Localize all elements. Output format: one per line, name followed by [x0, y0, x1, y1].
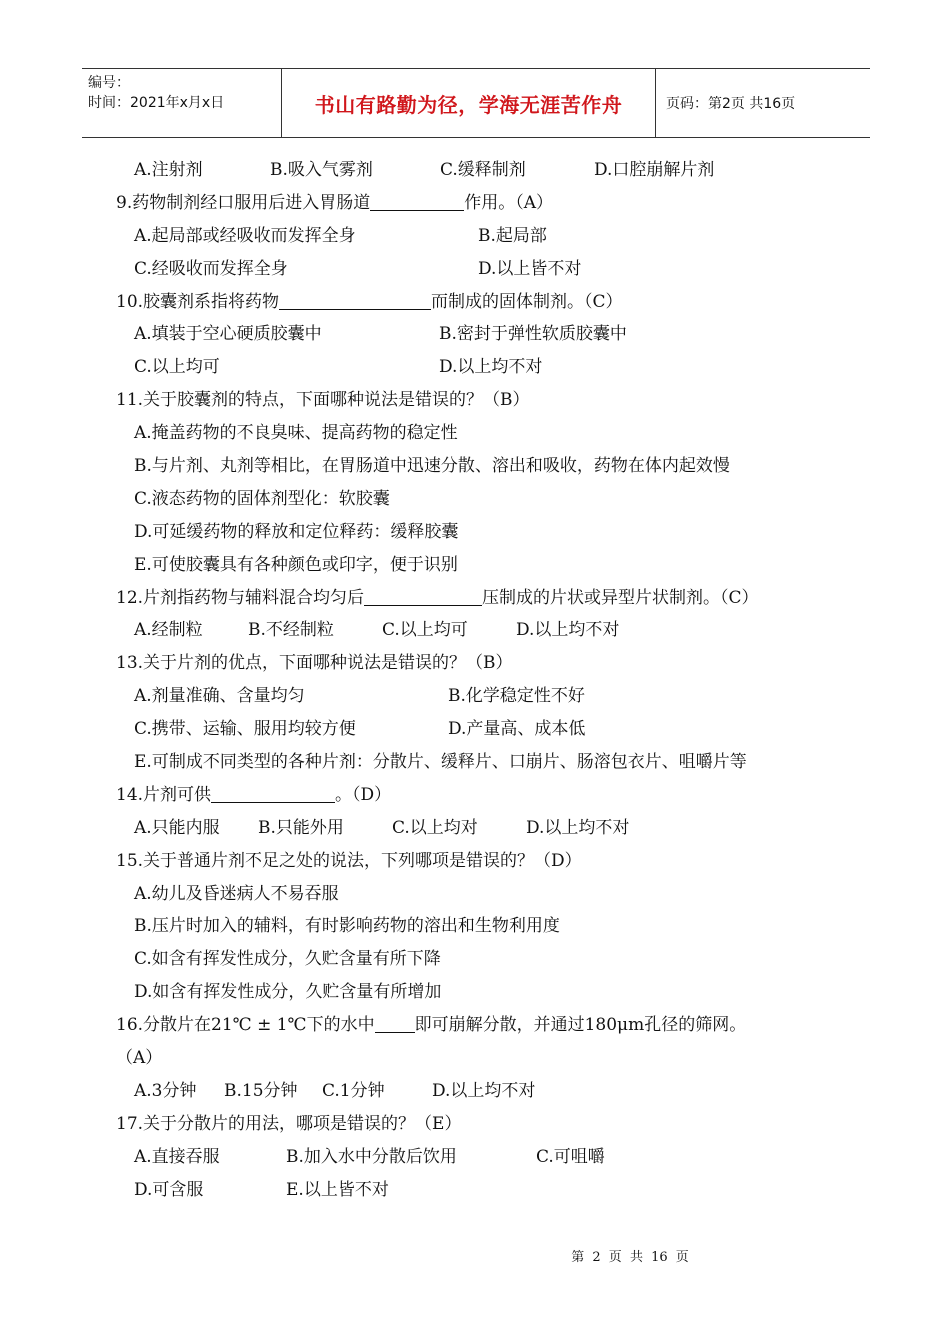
option-line: [116, 976, 836, 1009]
line-text: B.起局部: [478, 225, 547, 246]
page-footer: [0, 1246, 950, 1265]
option-line: [116, 878, 836, 911]
line-text: D.可延缓药物的释放和定位释药：缓释胶囊: [134, 521, 459, 542]
header-meta: [82, 69, 282, 137]
header-page-code: 页码：第2页 共16页: [666, 96, 796, 112]
option-line: [116, 549, 836, 582]
option-line: [116, 351, 836, 384]
option-line: [116, 943, 836, 976]
line-text: E.可制成不同类型的各种片剂：分散片、缓释片、口崩片、肠溶包衣片、咀嚼片等: [134, 752, 747, 773]
option-line: [116, 746, 836, 779]
line-text: A.掩盖药物的不良臭味、提高药物的稳定性: [134, 423, 458, 444]
line-text: C.如含有挥发性成分，久贮含量有所下降: [134, 949, 441, 970]
option-line: [116, 253, 836, 286]
option-line: [116, 483, 836, 516]
question-line: [116, 779, 836, 812]
line-text: B.只能外用: [258, 817, 344, 838]
line-text: D.以上皆不对: [478, 258, 582, 279]
line-text: D.产量高、成本低: [448, 719, 586, 740]
fill-in-blank: [375, 1012, 415, 1033]
line-text: C.以上均可: [382, 620, 468, 641]
line-text: B.不经制粒: [248, 620, 334, 641]
line-text: E.以上皆不对: [286, 1179, 389, 1200]
line-text: （A）: [116, 1048, 163, 1069]
option-line: [116, 910, 836, 943]
fill-in-blank: [370, 190, 464, 211]
line-text: A.幼儿及昏迷病人不易吞服: [134, 883, 339, 904]
option-line: [116, 516, 836, 549]
line-text: 9.药物制剂经口服用后进入胃肠道: [116, 192, 371, 213]
line-text: 13.关于片剂的优点，下面哪种说法是错误的？（B）: [116, 653, 513, 674]
page-header: [82, 68, 870, 138]
line-text: B.加入水中分散后饮用: [286, 1146, 457, 1167]
document-number-label: 编号：: [88, 75, 130, 91]
question-list: [116, 154, 836, 1207]
question-line: [116, 647, 836, 680]
question-line: [116, 187, 836, 220]
line-text: 14.片剂可供: [116, 784, 212, 805]
line-text: C.以上均对: [392, 817, 478, 838]
option-line: [116, 680, 836, 713]
line-text: C.以上均可: [134, 357, 220, 378]
line-text: C.经吸收而发挥全身: [134, 258, 288, 279]
line-text: 压制成的片状或异型片状制剂。（C）: [482, 587, 759, 608]
line-text: D.以上均不对: [432, 1080, 536, 1101]
option-line: [116, 318, 836, 351]
option-line: [116, 1174, 836, 1207]
option-line: [116, 154, 836, 187]
line-text: 12.片剂指药物与辅料混合均匀后: [116, 587, 365, 608]
option-line: [116, 614, 836, 647]
line-text: 16.分散片在21℃ ± 1℃下的水中: [116, 1015, 375, 1036]
option-line: [116, 1075, 836, 1108]
line-text: 10.胶囊剂系指将药物: [116, 291, 280, 312]
header-motto: 书山有路勤为径，学海无涯苦作舟: [282, 69, 656, 137]
option-line: [116, 417, 836, 450]
option-line: [116, 812, 836, 845]
line-text: B.与片剂、丸剂等相比，在胃肠道中迅速分散、溶出和吸收，药物在体内起效慢: [134, 456, 730, 477]
question-line: [116, 286, 836, 319]
question-line: [116, 1108, 836, 1141]
line-text: 15.关于普通片剂不足之处的说法，下列哪项是错误的？（D）: [116, 850, 582, 871]
question-line: [116, 845, 836, 878]
line-text: A.经制粒: [134, 620, 203, 641]
line-text: D.以上均不对: [439, 357, 543, 378]
line-text: C.1分钟: [322, 1080, 385, 1101]
line-text: D.口腔崩解片剂: [594, 160, 715, 180]
line-text: A.只能内服: [134, 817, 220, 838]
line-text: 11.关于胶囊剂的特点，下面哪种说法是错误的？（B）: [116, 390, 530, 411]
option-line: [116, 450, 836, 483]
line-text: C.液态药物的固体剂型化：软胶囊: [134, 488, 390, 509]
line-text: B.15分钟: [224, 1080, 298, 1101]
line-text: B.吸入气雾剂: [270, 160, 373, 180]
footer-gong: 共: [629, 1250, 643, 1265]
question-line: [116, 582, 836, 615]
line-text: A.直接吞服: [134, 1146, 220, 1167]
line-text: 而制成的固体制剂。（C）: [431, 291, 623, 312]
line-text: 作用。（A）: [464, 192, 554, 213]
line-text: D.以上均不对: [526, 817, 630, 838]
question-line: [116, 1042, 836, 1075]
line-text: C.可咀嚼: [536, 1146, 605, 1167]
option-line: [116, 713, 836, 746]
fill-in-blank: [279, 289, 431, 310]
question-line: [116, 1009, 836, 1042]
line-text: D.如含有挥发性成分，久贮含量有所增加: [134, 982, 442, 1003]
line-text: A.起局部或经吸收而发挥全身: [134, 225, 356, 246]
line-text: A.3分钟: [134, 1080, 197, 1101]
question-line: [116, 384, 836, 417]
footer-ye-end: 页: [675, 1250, 689, 1265]
footer-ye: 页: [608, 1250, 622, 1265]
footer-di: 第: [571, 1250, 585, 1265]
line-text: A.填装于空心硬质胶囊中: [134, 324, 322, 345]
line-text: B.化学稳定性不好: [448, 686, 585, 707]
line-text: 17.关于分散片的用法，哪项是错误的？（E）: [116, 1113, 462, 1134]
line-text: B.压片时加入的辅料，有时影响药物的溶出和生物利用度: [134, 916, 560, 937]
line-text: A.剂量准确、含量均匀: [134, 686, 305, 707]
line-text: E.可使胶囊具有各种颜色或印字，便于识别: [134, 554, 458, 575]
line-text: 。（D）: [335, 784, 392, 805]
document-time-label: 时间：2021年x月x日: [88, 95, 225, 111]
fill-in-blank: [364, 585, 482, 606]
fill-in-blank: [211, 782, 335, 803]
line-text: A.注射剂: [134, 160, 203, 180]
line-text: D.以上均不对: [516, 620, 620, 641]
line-text: D.可含服: [134, 1179, 204, 1200]
option-line: [116, 1141, 836, 1174]
line-text: C.携带、运输、服用均较方便: [134, 719, 356, 740]
footer-page-number: 2: [592, 1250, 601, 1265]
line-text: B.密封于弹性软质胶囊中: [439, 324, 627, 345]
option-line: [116, 220, 836, 253]
line-text: C.缓释制剂: [440, 160, 526, 180]
footer-total-pages: 16: [651, 1250, 668, 1265]
line-text: 即可崩解分散，并通过180μm孔径的筛网。: [414, 1015, 747, 1036]
